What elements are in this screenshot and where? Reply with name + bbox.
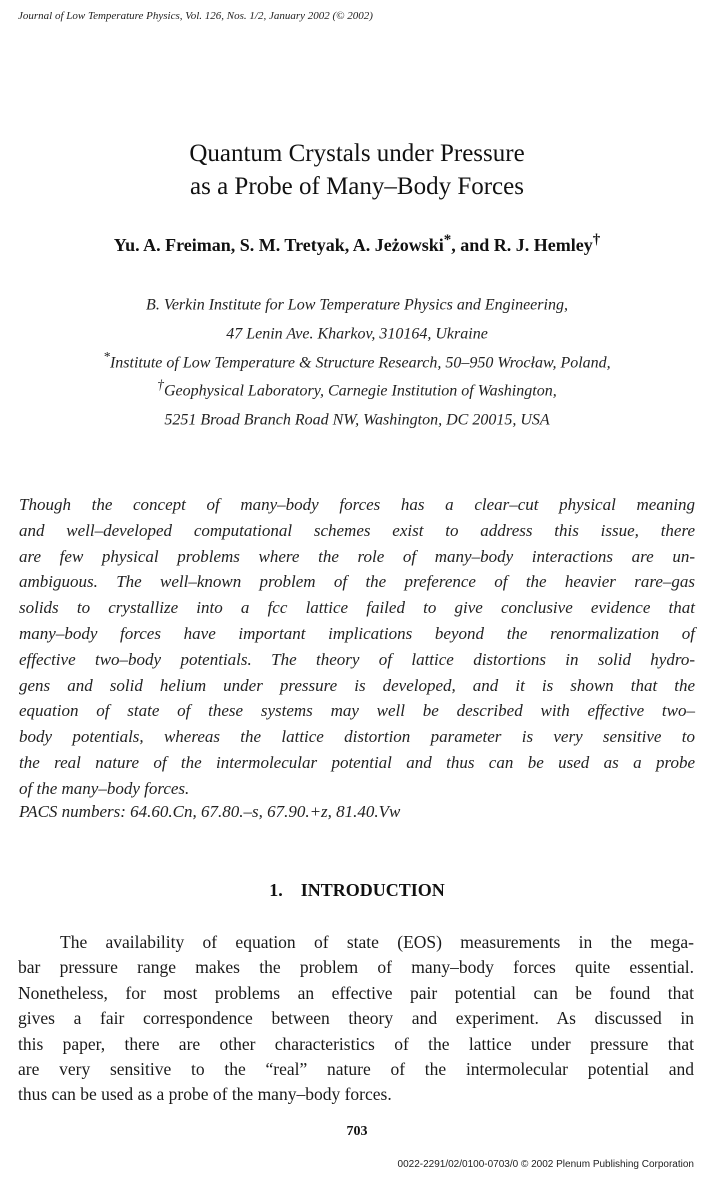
- title-line-2: as a Probe of Many–Body Forces: [190, 173, 524, 200]
- title-line-1: Quantum Crystals under Pressure: [189, 140, 525, 167]
- affiliation-line: 5251 Broad Branch Road NW, Washington, DC 20015, USA: [164, 411, 550, 429]
- section-number: 1.: [269, 880, 283, 900]
- abstract-line: Though the concept of many–body forces has a clear–cut physical meaning: [19, 495, 695, 514]
- abstract-line: the real nature of the intermolecular potential and thus can be used as a probe: [19, 752, 695, 772]
- authors-part-2: , and R. J. Hemley: [451, 235, 593, 255]
- author-list: [0, 232, 714, 256]
- body-line: are very sensitive to the “real” nature of the intermolecular potential and: [18, 1058, 694, 1079]
- page-number: 703: [346, 1124, 368, 1139]
- authors-part-1: Yu. A. Freiman, S. M. Tretyak, A. Jeżowski: [113, 235, 444, 255]
- abstract-line: and well–developed computational schemes exist to address this issue, there: [19, 520, 695, 540]
- journal-header: Journal of Low Temperature Physics, Vol. 126, Nos. 1/2, January 2002 (© 2002): [18, 10, 373, 22]
- body-line: bar pressure range makes the problem of many–body forces quite essential.: [18, 957, 694, 978]
- affiliation-line: †Geophysical Laboratory, Carnegie Institution of Washington,: [157, 377, 557, 400]
- body-line: this paper, there are other characteristics of the lattice under pressure that: [18, 1033, 694, 1054]
- abstract-line: gens and solid helium under pressure is developed, and it is shown that the: [19, 675, 695, 695]
- author-mark-1: *: [443, 232, 452, 248]
- affiliation-line: *Institute of Low Temperature & Structure Research, 50–950 Wrocław, Poland,: [103, 348, 611, 371]
- affiliation-line: B. Verkin Institute for Low Temperature Physics and Engineering,: [146, 296, 568, 314]
- section-title: INTRODUCTION: [300, 880, 445, 900]
- body-line: Nonetheless, for most problems an effective pair potential can be found that: [18, 982, 694, 1003]
- abstract-line: are few physical problems where the role of many–body interactions are un-: [19, 546, 695, 566]
- body-line: thus can be used as a probe of the many–body forces.: [18, 1084, 392, 1105]
- body-line: The availability of equation of state (EOS) measurements in the mega-: [60, 932, 694, 952]
- affiliations: [0, 288, 714, 432]
- abstract-line: effective two–body potentials. The theory of lattice distortions in solid hydro-: [19, 649, 695, 669]
- abstract: [19, 492, 695, 802]
- copyright-footer: 0022-2291/02/0100-0703/0 © 2002 Plenum Publishing Corporation: [397, 1159, 694, 1170]
- introduction-paragraph: [18, 930, 694, 1108]
- body-line: gives a fair correspondence between theory and experiment. As discussed in: [18, 1008, 694, 1029]
- paper-title: [0, 137, 714, 203]
- abstract-line: body potentials, whereas the lattice distortion parameter is very sensitive to: [19, 727, 695, 747]
- affiliation-line: 47 Lenin Ave. Kharkov, 310164, Ukraine: [226, 325, 488, 343]
- abstract-line: of the many–body forces.: [19, 778, 190, 798]
- author-mark-2: †: [592, 232, 601, 248]
- abstract-line: equation of state of these systems may well be described with effective two–: [19, 701, 695, 721]
- abstract-line: solids to crystallize into a fcc lattice failed to give conclusive evidence that: [19, 598, 695, 618]
- abstract-line: ambiguous. The well–known problem of the preference of the heavier rare–gas: [19, 572, 695, 592]
- pacs-numbers: PACS numbers: 64.60.Cn, 67.80.–s, 67.90.+z, 81.40.Vw: [19, 802, 401, 821]
- abstract-line: many–body forces have important implications beyond the renormalization of: [19, 623, 695, 643]
- section-heading: [0, 880, 714, 901]
